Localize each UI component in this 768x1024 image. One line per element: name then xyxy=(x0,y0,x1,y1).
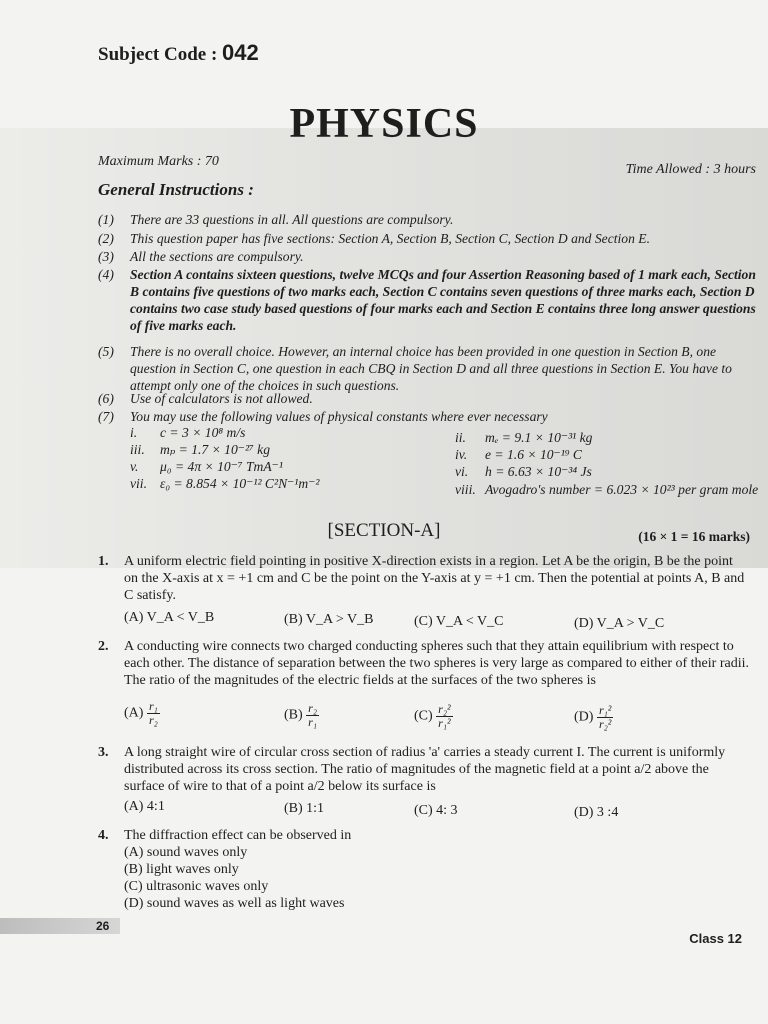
denominator: r₁ xyxy=(308,715,318,729)
page-number: 26 xyxy=(96,919,110,933)
instruction-item xyxy=(98,390,758,407)
instruction-number: (1) xyxy=(98,212,114,227)
instruction-item xyxy=(98,211,758,228)
constant-item xyxy=(130,459,283,475)
question-item xyxy=(98,553,750,604)
numerator: r₁² xyxy=(598,703,612,717)
option[interactable]: (D) sound waves as well as light waves xyxy=(124,896,345,911)
option[interactable]: (C) 4: 3 xyxy=(414,803,458,818)
general-instructions-heading: General Instructions : xyxy=(98,180,254,199)
constant-item xyxy=(130,476,319,492)
option[interactable]: (A) sound waves only xyxy=(124,845,248,860)
fraction xyxy=(436,703,452,730)
denominator: r₂² xyxy=(598,717,612,731)
constant-numeral: viii. xyxy=(455,482,476,497)
question-number: 4. xyxy=(98,828,109,843)
constant-numeral: iii. xyxy=(130,442,145,457)
fraction xyxy=(306,702,319,729)
instruction-number: (4) xyxy=(98,267,114,282)
option[interactable] xyxy=(124,700,160,727)
constant-numeral: ii. xyxy=(455,430,466,445)
option[interactable] xyxy=(574,704,613,731)
subject-code-value: 042 xyxy=(222,40,259,65)
subject-label: Subject Code : xyxy=(98,44,223,65)
constant-item xyxy=(455,464,592,480)
constant-value: ε₀ = 8.854 × 10⁻¹² C²N⁻¹m⁻² xyxy=(160,476,320,491)
constant-value: h = 6.63 × 10⁻³⁴ Js xyxy=(485,464,592,479)
constant-numeral: v. xyxy=(130,459,139,474)
fraction xyxy=(597,704,613,731)
section-heading: [SECTION-A] xyxy=(327,520,441,541)
instruction-text: All the sections are compulsory. xyxy=(130,249,304,264)
fraction xyxy=(147,700,160,727)
question-number: 1. xyxy=(98,554,109,569)
constant-numeral: iv. xyxy=(455,447,468,462)
numerator: r₂² xyxy=(438,702,451,716)
constant-item xyxy=(455,447,582,463)
question-item xyxy=(98,827,750,844)
instruction-number: (3) xyxy=(98,249,114,264)
constant-value: μ₀ = 4π × 10⁻⁷ TmA⁻¹ xyxy=(160,459,283,474)
constant-item xyxy=(455,482,758,498)
instruction-text: There is no overall choice. However, an internal choice has been provided in one question in Section B, one question in Section C, one question in each CBQ in Section D and all three questions in Section E. You have to attempt only one of the choices in such questions. xyxy=(130,344,732,393)
question-text: The diffraction effect can be observed in xyxy=(124,828,352,843)
option[interactable] xyxy=(414,703,453,730)
option-label: (B) xyxy=(284,707,303,723)
option[interactable]: (A) 4:1 xyxy=(124,799,165,814)
class-label: Class 12 xyxy=(689,931,742,946)
question-text: A long straight wire of circular cross section of radius 'a' carries a steady current I. The current is uniformly distributed across its cross section. The ratio of magnitudes of the magnetic field at a point a/2 above the surface of wire to that of a point a/2 below its surface is xyxy=(124,745,726,794)
option[interactable]: (C) ultrasonic waves only xyxy=(124,879,269,894)
option[interactable]: (B) V_A > V_B xyxy=(284,612,374,627)
denominator: r₂ xyxy=(148,713,158,727)
option[interactable]: (D) V_A > V_C xyxy=(574,616,665,631)
instruction-text: Use of calculators is not allowed. xyxy=(130,391,313,406)
constant-numeral: i. xyxy=(130,425,138,440)
question-text: A uniform electric field pointing in positive X-direction exists in a region. Let A be the origin, B be the point on the X-axis at x = +1 cm and C be the point on the Y-axis at y = +1 cm. Then the potential at points A, B and C satisfy. xyxy=(124,554,745,603)
instruction-text: Section A contains sixteen questions, twelve MCQs and four Assertion Reasoning based of 1 mark each, Section B contains five questions of two marks each, Section C contains seven questions of three marks each, Section D contains two case study based questions of four marks each and Section E contains three long answer questions of five marks each. xyxy=(130,267,756,333)
question-number: 2. xyxy=(98,639,109,654)
option[interactable]: (D) 3 :4 xyxy=(574,805,619,820)
constant-item xyxy=(130,442,270,458)
section-marks: (16 × 1 = 16 marks) xyxy=(638,529,750,544)
instruction-number: (6) xyxy=(98,391,114,406)
instruction-number: (7) xyxy=(98,409,114,424)
constant-numeral: vi. xyxy=(455,464,469,479)
instruction-text: You may use the following values of physical constants where ever necessary xyxy=(130,409,548,424)
constant-numeral: vii. xyxy=(130,476,147,491)
option[interactable]: (B) 1:1 xyxy=(284,801,325,816)
question-number: 3. xyxy=(98,745,109,760)
instruction-number: (2) xyxy=(98,231,114,246)
subject-code xyxy=(98,40,259,66)
option[interactable]: (A) V_A < V_B xyxy=(124,610,215,625)
option[interactable] xyxy=(284,702,319,729)
option-label: (A) xyxy=(124,705,144,721)
page-title: PHYSICS xyxy=(289,101,479,147)
instruction-item xyxy=(98,266,758,334)
question-item xyxy=(98,638,750,689)
constant-value: c = 3 × 10⁸ m/s xyxy=(160,425,246,440)
numerator: r₁ xyxy=(148,699,158,713)
question-text: A conducting wire connects two charged conducting spheres such that they attain equilibrium with respect to each other. The distance of separation between the two spheres is very large as compared to either of their radii. The ratio of the magnitudes of the electric fields at the surfaces of the two spheres is xyxy=(124,639,749,688)
option[interactable]: (B) light waves only xyxy=(124,862,239,877)
constant-value: e = 1.6 × 10⁻¹⁹ C xyxy=(485,447,583,462)
constant-item xyxy=(455,430,592,446)
constant-value: Avogadro's number = 6.023 × 10²³ per gram mole xyxy=(485,482,759,497)
instruction-item xyxy=(98,408,758,425)
constant-item xyxy=(130,425,245,441)
instruction-item xyxy=(98,230,758,247)
instruction-item xyxy=(98,248,758,265)
option-label: (C) xyxy=(414,708,433,724)
constant-value: mₑ = 9.1 × 10⁻³¹ kg xyxy=(485,430,593,445)
numerator: r₂ xyxy=(308,701,318,715)
option-label: (D) xyxy=(574,709,594,725)
instruction-item xyxy=(98,343,758,394)
maximum-marks: Maximum Marks : 70 xyxy=(98,154,219,169)
time-allowed: Time Allowed : 3 hours xyxy=(625,162,756,177)
instruction-text: There are 33 questions in all. All questions are compulsory. xyxy=(130,212,454,227)
instruction-text: This question paper has five sections: Section A, Section B, Section C, Section D and Section E. xyxy=(130,231,650,246)
denominator: r₁² xyxy=(438,716,451,730)
question-item xyxy=(98,744,750,795)
instruction-number: (5) xyxy=(98,344,114,359)
option[interactable]: (C) V_A < V_C xyxy=(414,614,504,629)
constant-value: mₚ = 1.7 × 10⁻²⁷ kg xyxy=(160,442,270,457)
